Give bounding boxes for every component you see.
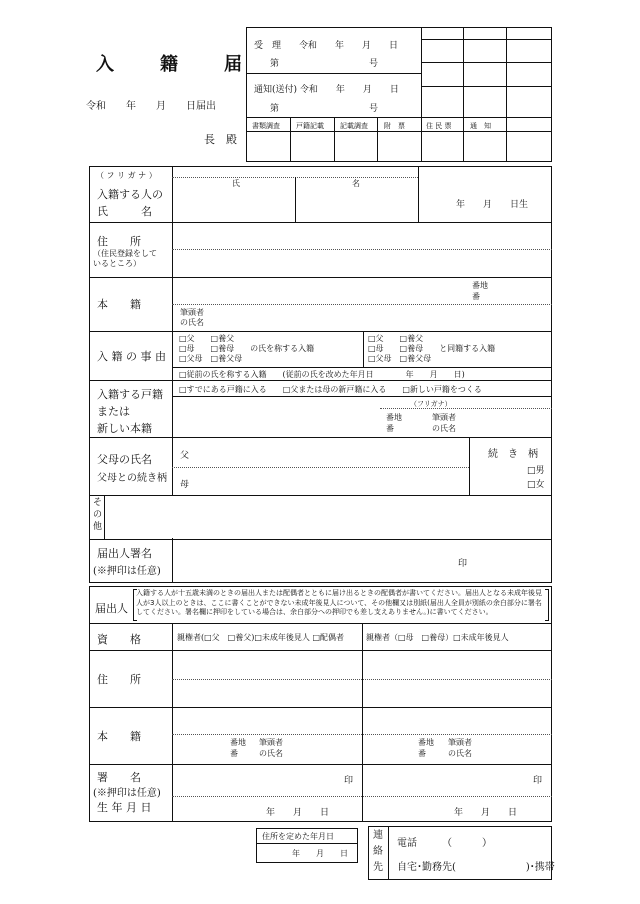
notifier-honseki-label: 本 籍 bbox=[97, 730, 141, 743]
check-cell-2: 戸籍記載 bbox=[296, 122, 324, 130]
notice-line: 通知(送付) 令和 年 月 日 bbox=[254, 85, 399, 95]
notifier-banchi-right: 番地 番 bbox=[418, 738, 434, 758]
notifier-banchi-left: 番地 番 bbox=[230, 738, 246, 758]
new-koseki-label-3: 新しい本籍 bbox=[97, 422, 152, 435]
person-label-1: 入籍する人の bbox=[97, 188, 163, 201]
reason-left-options[interactable]: □父 □養父 □母 □養母 の氏を称する入籍 □父母 □養父母 bbox=[179, 334, 315, 363]
other-label: そ の 他 bbox=[93, 498, 103, 532]
receipt-line: 受 理 令和 年 月 日 bbox=[254, 41, 399, 51]
notifier-seal-left: 印 bbox=[344, 776, 354, 786]
father-label: 父 bbox=[180, 451, 190, 461]
notifier-sign-note: (※押印は任意) bbox=[93, 788, 161, 799]
banchi-label: 番地 番 bbox=[472, 281, 488, 301]
new-koseki-label-1: 入籍する戸籍 bbox=[97, 388, 163, 401]
given-name-label: 名 bbox=[352, 179, 360, 188]
notifier-date-left: 年 月 日 bbox=[266, 808, 330, 818]
contact-label: 連 絡 先 bbox=[373, 830, 383, 873]
check-cell-3: 記載調査 bbox=[340, 122, 368, 130]
move-date-label: 住所を定めた年月日 bbox=[262, 832, 334, 841]
female-checkbox[interactable]: □女 bbox=[527, 480, 545, 490]
signature-label-1: 届出人署名 bbox=[97, 547, 152, 560]
signature-seal: 印 bbox=[458, 559, 468, 569]
male-checkbox[interactable]: □男 bbox=[527, 466, 545, 476]
contact-phone[interactable]: 電話 （ ） bbox=[397, 838, 492, 849]
check-cell-1: 書類調査 bbox=[252, 122, 280, 130]
notifier-label: 届出人 bbox=[95, 602, 128, 615]
notifier-birth-label: 生 年 月 日 bbox=[97, 801, 152, 814]
furigana-label: （ フ リ ガ ナ ） bbox=[96, 171, 157, 180]
new-banchi-label: 番地 番 bbox=[386, 413, 402, 433]
reason-right-options[interactable]: □父 □養父 □母 □養母 と同籍する入籍 □父母 □養父母 bbox=[368, 334, 496, 363]
relationship-label: 続 き 柄 bbox=[488, 449, 538, 460]
koseki-options[interactable]: □すでにある戸籍に入る □父または母の新戸籍に入る □新しい戸籍をつくる bbox=[179, 385, 482, 394]
check-cell-4: 附 票 bbox=[384, 122, 405, 130]
birth-date: 年 月 日生 bbox=[456, 200, 529, 210]
notifier-note: 入籍する人が十五歳未満のときの届出人または配偶者とともに届け出るときの配偶者が書いてください。届出人となる未成年後見人が3人以上のときは、ここに書くことができない未成年後見人について、その他欄又は別紙(届出人全員が別紙の余白部分に署名してください。署名欄に押印をしている場合は、余白部分への押印でも差し支えありません。)に書いてください。 bbox=[136, 589, 542, 616]
check-cell-6: 通 知 bbox=[470, 122, 491, 130]
parents-label-2: 父母との続き柄 bbox=[97, 473, 167, 484]
notifier-address-label: 住 所 bbox=[97, 673, 141, 686]
honseki-label: 本 籍 bbox=[97, 298, 141, 311]
qualification-right[interactable]: 親権者（□母 □養母）□未成年後見人 bbox=[366, 633, 509, 642]
notifier-seal-right: 印 bbox=[533, 776, 543, 786]
address-label: 住 所 bbox=[97, 235, 141, 248]
form-title: 入 籍 届 bbox=[96, 54, 256, 75]
furigana-small: （フリガナ） bbox=[410, 400, 452, 408]
family-name-label: 氏 bbox=[232, 179, 240, 188]
parents-label-1: 父母の氏名 bbox=[97, 453, 152, 466]
new-koseki-label-2: または bbox=[97, 405, 130, 418]
address-note: （住民登録をして いるところ） bbox=[93, 249, 157, 268]
notifier-date-right: 年 月 日 bbox=[454, 808, 518, 818]
notifier-head-right: 筆頭者 の氏名 bbox=[448, 738, 472, 758]
notifier-sign-label: 署 名 bbox=[97, 771, 141, 784]
receipt-number: 第 号 bbox=[270, 59, 379, 69]
qualification-label: 資 格 bbox=[97, 633, 141, 646]
reason-label: 入 籍 の 事 由 bbox=[97, 350, 166, 363]
filing-date: 令和 年 月 日届出 bbox=[86, 101, 216, 112]
person-label-2: 氏 名 bbox=[97, 205, 152, 218]
addressee: 長 殿 bbox=[204, 133, 237, 146]
contact-home-work[interactable]: 自宅･勤務先( )･携帯 bbox=[397, 862, 555, 873]
head-of-family-label: 筆頭者 の氏名 bbox=[180, 308, 204, 327]
notice-number: 第 号 bbox=[270, 104, 379, 114]
notifier-head-left: 筆頭者 の氏名 bbox=[259, 738, 283, 758]
move-date-value: 年 月 日 bbox=[292, 849, 348, 858]
mother-label: 母 bbox=[180, 480, 190, 490]
new-head-label: 筆頭者 の氏名 bbox=[432, 413, 456, 433]
signature-label-2: (※押印は任意) bbox=[93, 566, 161, 577]
reason-previous-name[interactable]: □従前の氏を称する入籍 (従前の氏を改めた年月日 年 月 日) bbox=[179, 370, 465, 379]
qualification-left[interactable]: 親権者(□父 □養父)□未成年後見人 □配偶者 bbox=[177, 633, 345, 642]
check-cell-5: 住 民 票 bbox=[426, 122, 452, 130]
